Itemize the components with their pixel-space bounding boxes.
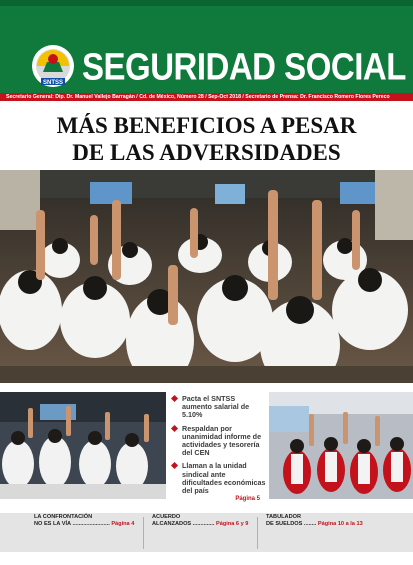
- bullet-diamond-icon: [171, 425, 178, 432]
- teaser-3[interactable]: TABULADOR DE SUELDOS ........ Página 10 a la 13: [266, 514, 363, 527]
- credits-text: Secretario General: Dip. Dr. Manuel Vallejo Barragán / Cd. de México, Número 28 / Sep-Oct 2018 / Secretario de Prensa: Dr. Francisco Romero Flores Pereco: [6, 94, 390, 100]
- headline-line-2: DE LAS ADVERSIDADES: [72, 140, 341, 165]
- teaser-2[interactable]: ACUERDO ALCANZADOS .............. Página 6 y 9: [152, 514, 249, 527]
- list-item: Respaldan por unanimidad informe de actividades y tesorería del CEN: [172, 425, 266, 458]
- main-photo: [0, 170, 413, 383]
- bullets-page-ref: Página 5: [235, 496, 260, 502]
- headline-line-1: MÁS BENEFICIOS A PESAR: [56, 113, 357, 138]
- logo-text: SNTSS: [42, 80, 64, 86]
- bullet-diamond-icon: [171, 395, 178, 402]
- teaser-1[interactable]: LA CONFRONTACIÓN NO ES LA VÍA ........................ Página 4: [34, 514, 135, 527]
- footer-divider: [257, 517, 258, 549]
- cover-headline: [0, 112, 413, 166]
- list-item: Pacta el SNTSS aumento salarial de 5.10%: [172, 395, 266, 420]
- assembly-photo-left: [0, 392, 166, 499]
- footer-divider: [143, 517, 144, 549]
- assembly-photo-right: [269, 392, 413, 499]
- sntss-logo-icon: [31, 44, 75, 88]
- list-item: Llaman a la unidad sindical ante dificultades económicas del país: [172, 462, 266, 495]
- magazine-title: SEGURIDAD SOCIAL: [82, 45, 406, 88]
- highlights-list: [172, 395, 266, 500]
- bullet-diamond-icon: [171, 462, 178, 469]
